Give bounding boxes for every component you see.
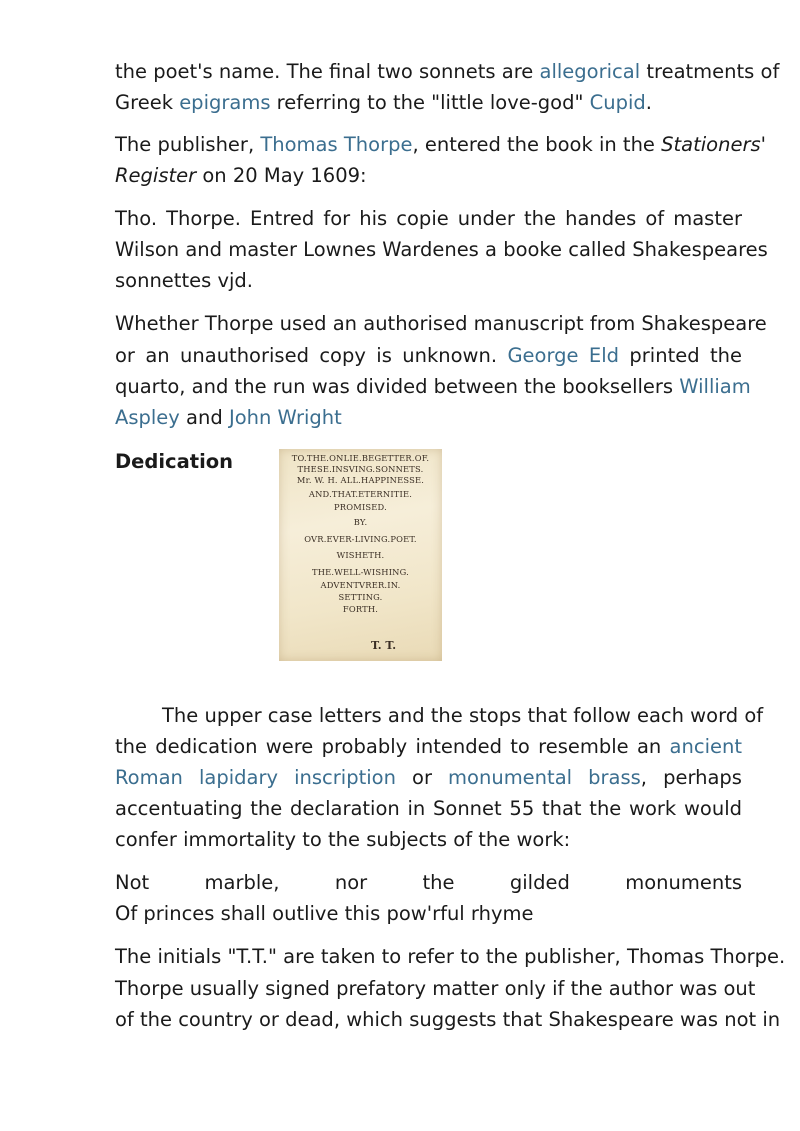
paragraph-4-line-1: Whether Thorpe used an authorised manuscript from Shakespeare bbox=[115, 312, 767, 335]
italic-text: Stationers' bbox=[661, 133, 767, 156]
poem-line-1: Not marble, nor the gilded monuments bbox=[115, 871, 742, 894]
text-span: treatments of bbox=[640, 60, 780, 83]
dedication-image-line: BY. bbox=[353, 517, 368, 527]
paragraph-3-line-3: sonnettes vjd. bbox=[115, 269, 253, 292]
link-thomas-thorpe[interactable]: Thomas Thorpe bbox=[260, 133, 413, 156]
text-span: or an unauthorised copy is unknown. bbox=[115, 344, 508, 367]
poem-line-2: Of princes shall outlive this pow'rful rhyme bbox=[115, 902, 534, 925]
paragraph-4-line-4 bbox=[115, 402, 742, 434]
link-john-wright[interactable]: John Wright bbox=[228, 406, 342, 429]
text-span: referring to the "little love-god" bbox=[270, 91, 590, 114]
dedication-image-line: WISHETH. bbox=[336, 550, 385, 560]
text-span: quarto, and the run was divided between the booksellers bbox=[115, 375, 680, 398]
text-span: and bbox=[179, 406, 229, 429]
paragraph-5-line-3 bbox=[115, 762, 742, 794]
paragraph-4-line-2 bbox=[115, 340, 742, 372]
text-span: printed the bbox=[619, 344, 742, 367]
paragraph-6-line-1: The initials "T.T." are taken to refer to the publisher, Thomas Thorpe. bbox=[115, 945, 786, 968]
dedication-image-line: TO.THE.ONLIE.BEGETTER.OF. bbox=[291, 453, 430, 463]
text-span: the dedication were probably intended to resemble an bbox=[115, 735, 670, 758]
link-epigrams[interactable]: epigrams bbox=[179, 91, 271, 114]
dedication-image-line: PROMISED. bbox=[334, 502, 387, 512]
paragraph-3-line-2: Wilson and master Lownes Wardenes a booke called Shakespeares bbox=[115, 238, 768, 261]
paragraph-5-line-5: confer immortality to the subjects of the work: bbox=[115, 828, 571, 851]
paragraph-1-line-2 bbox=[115, 87, 742, 119]
dedication-image-line: THE.WELL-WISHING. bbox=[311, 567, 410, 577]
paragraph-6-line-2: Thorpe usually signed prefatory matter only if the author was out bbox=[115, 977, 756, 1000]
text-span: , perhaps bbox=[640, 766, 742, 789]
text-span: or bbox=[395, 766, 449, 789]
text-span: Greek bbox=[115, 91, 180, 114]
text-span: , entered the book in the bbox=[412, 133, 662, 156]
paragraph-5-line-4: accentuating the declaration in Sonnet 55 that the work would bbox=[115, 797, 742, 820]
dedication-image-line: THESE.INSVING.SONNETS. bbox=[297, 464, 424, 474]
dedication-image-line: FORTH. bbox=[342, 604, 379, 614]
link-monumental-brass[interactable]: monumental brass bbox=[448, 766, 641, 789]
dedication-heading: Dedication bbox=[115, 450, 234, 473]
dedication-image-line: OVR.EVER-LIVING.POET. bbox=[304, 534, 417, 544]
paragraph-4-line-3 bbox=[115, 371, 751, 403]
link-allegorical[interactable]: allegorical bbox=[539, 60, 641, 83]
paragraph-1-line-1 bbox=[115, 56, 780, 88]
dedication-image-signature: T. T. bbox=[371, 639, 397, 652]
paragraph-3-line-1: Tho. Thorpe. Entred for his copie under the handes of master bbox=[115, 207, 742, 230]
paragraph-2-line-1 bbox=[115, 129, 767, 161]
link-william-aspley[interactable]: Aspley bbox=[115, 406, 180, 429]
dedication-image-line: ADVENTVRER.IN. bbox=[320, 580, 401, 590]
paragraph-5-line-2 bbox=[115, 731, 742, 763]
dedication-image-line: SETTING. bbox=[338, 592, 383, 602]
paragraph-5-line-1: The upper case letters and the stops that follow each word of bbox=[162, 704, 764, 727]
dedication-image-line: AND.THAT.ETERNITIE. bbox=[308, 489, 413, 499]
text-span: The publisher, bbox=[115, 133, 261, 156]
text-span: on 20 May 1609: bbox=[196, 164, 367, 187]
link-george-eld[interactable]: George Eld bbox=[507, 344, 620, 367]
link-ancient-roman-lapidary-inscription[interactable]: ancient bbox=[669, 735, 742, 758]
text-span: the poet's name. The final two sonnets are bbox=[115, 60, 540, 83]
paragraph-2-line-2 bbox=[115, 160, 742, 192]
dedication-image-line: Mr. W. H. ALL.HAPPINESSE. bbox=[296, 475, 425, 485]
italic-text: Register bbox=[115, 164, 197, 187]
paragraph-6-line-3: of the country or dead, which suggests that Shakespeare was not in bbox=[115, 1008, 781, 1031]
link-ancient-roman-lapidary-inscription[interactable]: Roman lapidary inscription bbox=[115, 766, 396, 789]
dedication-page-image bbox=[279, 449, 442, 661]
text-span: . bbox=[645, 91, 652, 114]
link-cupid[interactable]: Cupid bbox=[589, 91, 646, 114]
link-william-aspley[interactable]: William bbox=[679, 375, 751, 398]
